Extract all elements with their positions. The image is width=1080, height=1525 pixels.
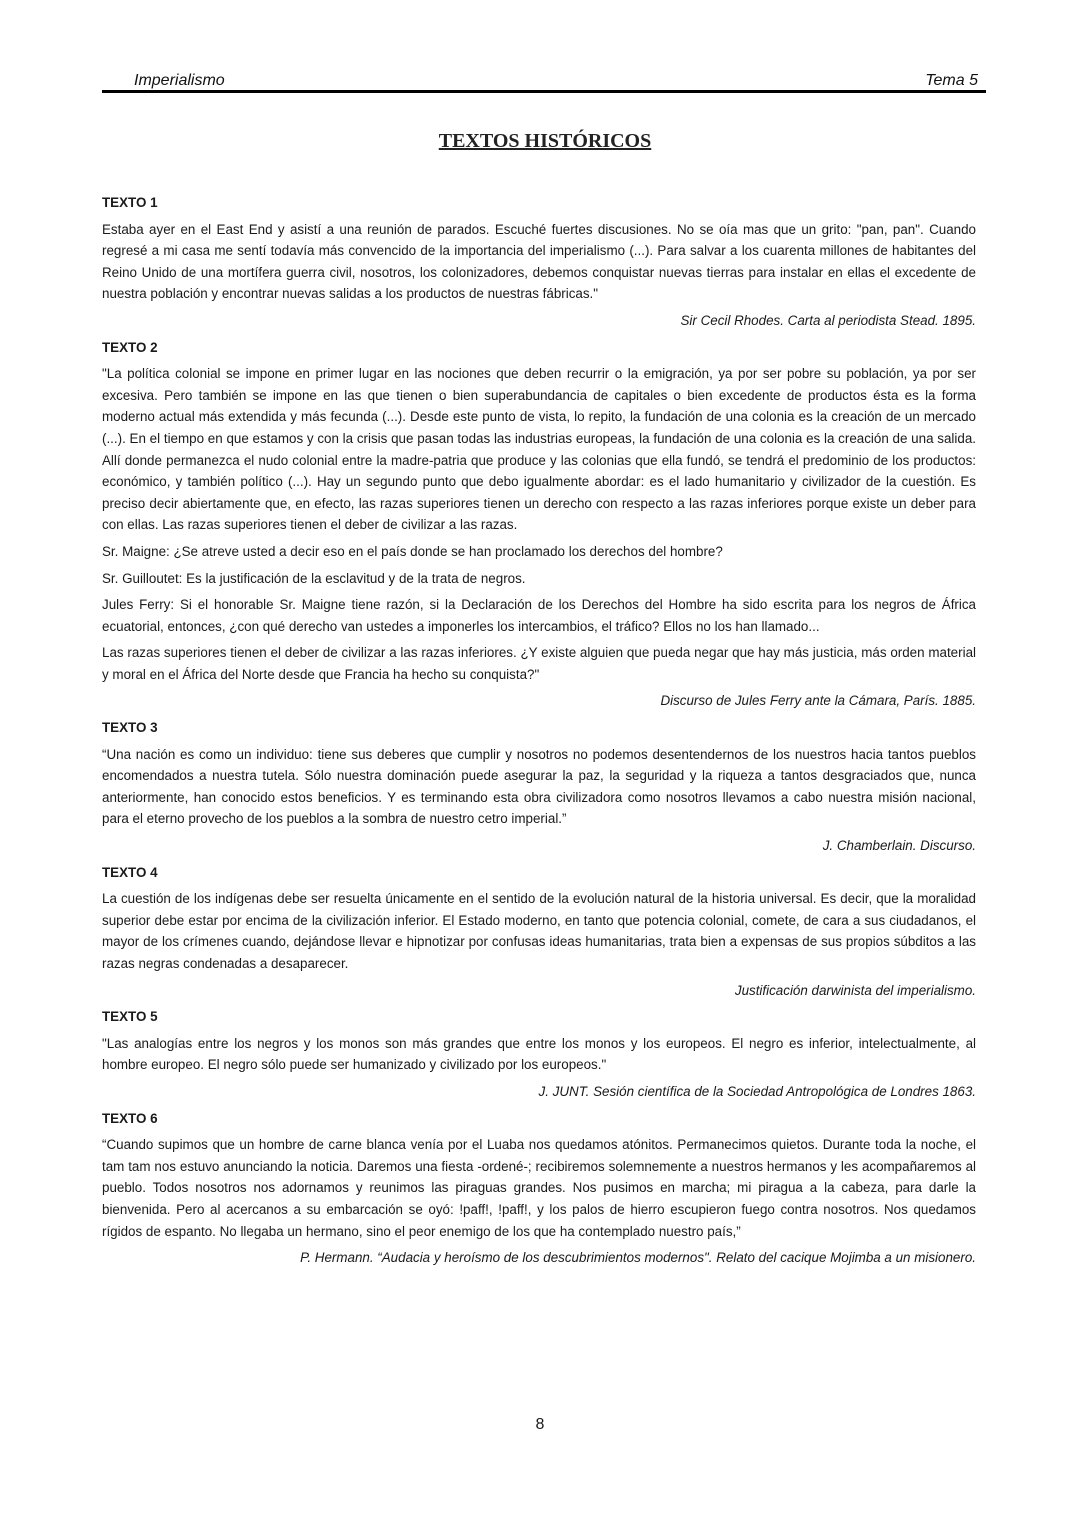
page-header <box>102 64 986 90</box>
section-source: J. Chamberlain. Discurso. <box>822 838 976 854</box>
section-paragraph: La cuestión de los indígenas debe ser resuelta únicamente en el sentido de la evolución natural de la historia universal. Es decir, que la moralidad superior debe estar por encima de la civilización inferior. El Estado moderno, en tanto que potencia colonial, comete, de cara a sus ciudadanos, el mayor de los crímenes cuando, dejándose llevar e hipnotizar por confusas ideas humanitarias, trata bien a expensas de sus propios súbditos a las razas negras condenadas a desaparecer. <box>102 891 976 971</box>
section-heading: TEXTO 4 <box>102 864 158 880</box>
section-source: Sir Cecil Rhodes. Carta al periodista Stead. 1895. <box>680 312 976 328</box>
section-heading: TEXTO 6 <box>102 1110 158 1126</box>
section-paragraph: “Una nación es como un individuo: tiene sus deberes que cumplir y nosotros no podemos desentendernos de los nuestros hacia tantos pueblos encomendados a nuestra tutela. Sólo nuestra dominación puede asegurar la paz, la seguridad y la riqueza a tantos desgraciados que, nunca anteriormente, han conocido estos beneficios. Y es terminando esta obra civilizadora como nosotros llevamos a cabo nuestra misión nacional, para el eterno provecho de los pueblos a la sombra de nuestro cetro imperial.” <box>102 746 976 827</box>
section-source: Discurso de Jules Ferry ante la Cámara, París. 1885. <box>660 693 976 709</box>
header-divider <box>102 90 986 93</box>
section-paragraph: Las razas superiores tienen el deber de civilizar a las razas inferiores. ¿Y existe alguien que pueda negar que hay más justicia, más orden material y moral en el África del Norte desde que Francia ha hecho su conquista?" <box>102 645 976 682</box>
page-number: 8 <box>535 1416 545 1433</box>
page-title: TEXTOS HISTÓRICOS <box>438 130 652 152</box>
header-unit: Tema 5 <box>925 72 978 89</box>
section-paragraph: “Cuando supimos que un hombre de carne blanca venía por el Luaba nos quedamos atónitos. Permanecimos quietos. Durante toda la noche, el tam tam nos estuvo anunciando la noticia. Daremos una fiesta -ordené-; recibiremos solemnemente a nuestros hermanos y les acompañaremos al pueblo. Todos nosotros nos adornamos y reunimos las piraguas grandes. Nos pusimos en marcha; mi piragua a la cabeza, para darle la bienvenida. Pero al acercanos a su embarcación se oyó: !paff!, !paff!, y los palos de hierro escupieron fuego contra nosotros. Nos quedamos rígidos de espanto. No llegaba un hermano, sino el peor enemigo de los que ha contemplado nuestro país,” <box>102 1137 976 1239</box>
section-paragraph: Sr. Maigne: ¿Se atreve usted a decir eso en el país donde se han proclamado los derechos del hombre? <box>102 543 723 559</box>
section-paragraph: "La política colonial se impone en primer lugar en las nociones que deben recurrir o la emigración, ya por ser pobre su población, ya por ser excesiva. Pero también se impone en las que tienen o bien superabundancia de capitales o bien excedente de productos ésta es la forma moderno actual más extendida y más fecunda (...). Desde este punto de vista, lo repito, la fundación de una colonia es la creación de un mercado (...). En el tiempo en que estamos y con la crisis que pasan todas las industrias europeas, la fundación de una colonia es la creación de una salida. Allí donde permanezca el nudo colonial entre la madre-patria que produce y las colonias que ella fundó, se tendrá el predominio de los productos: económico, y también político (...). Hay un segundo punto que debo igualmente abordar: es el lado humanitario y civilizador de la cuestión. Es preciso decir abiertamente que, en efecto, las razas superiores tienen un derecho con respecto a las razas inferiores porque existe un deber para con ellas. Las razas superiores tienen el deber de civilizar a las razas. <box>102 366 976 533</box>
section-source: Justificación darwinista del imperialismo. <box>734 982 976 998</box>
header-topic: Imperialismo <box>134 72 225 89</box>
section-heading: TEXTO 3 <box>102 720 158 736</box>
section-heading: TEXTO 1 <box>102 195 158 210</box>
section-paragraph: Estaba ayer en el East End y asistí a una reunión de parados. Escuché fuertes discusiones. No se oía mas que un grito: "pan, pan". Cuando regresé a mi casa me sentí todavía más convencido de la importancia del imperialismo (...). Para salvar a los cuarenta millones de habitantes del Reino Unido de una mortífera guerra civil, nosotros, los colonizadores, debemos conquistar nuevas tierras para instalar en ellas el excedente de nuestra población y encontrar nuevas salidas a los productos de nuestras fábricas." <box>102 221 976 302</box>
section-heading: TEXTO 5 <box>102 1009 158 1025</box>
document-body <box>102 192 976 1274</box>
section-paragraph: "Las analogías entre los negros y los monos son más grandes que entre los monos y los europeos. El negro es inferior, intelectualmente, al hombre europeo. El negro sólo puede ser humanizado y civilizado por los europeos." <box>102 1035 976 1073</box>
section-paragraph: Sr. Guilloutet: Es la justificación de la esclavitud y de la trata de negros. <box>102 570 526 586</box>
section-source: J. JUNT. Sesión científica de la Sociedad Antropológica de Londres 1863. <box>538 1083 976 1099</box>
section-paragraph: Jules Ferry: Si el honorable Sr. Maigne tiene razón, si la Declaración de los Derechos del Hombre ha sido escrita para los negros de África ecuatorial, entonces, ¿con qué derecho van ustedes a imponerles los intercambios, el tráfico? Ellos no los han llamado... <box>102 597 976 634</box>
section-heading: TEXTO 2 <box>102 339 158 355</box>
section-source: P. Hermann. “Audacia y heroísmo de los descubrimientos modernos". Relato del cacique Mojimba a un misionero. <box>300 1250 976 1266</box>
